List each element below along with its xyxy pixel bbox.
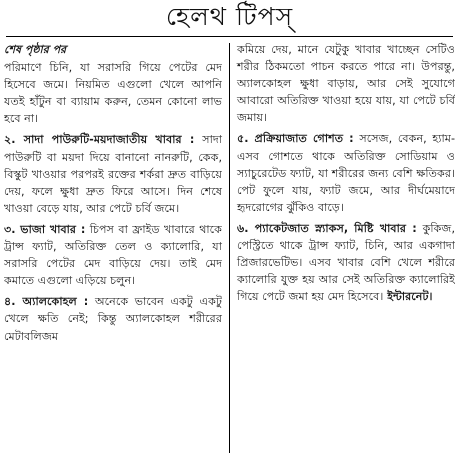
item-6-text: কুকিজ, পেস্ট্রিতে থাকে ট্রান্স ফ্যাট, চিনি, আর একগাদা প্রিজারভেটিভ। এসব খাবার বেশি খেলে শরীরে ক্যালোরি যুক্ত হয় আর সেই অতিরিক্ত ক্যালোরিই গিয়ে পেটে জমা হয় মেদ হিসেবে। — [237, 221, 455, 304]
item-5-paragraph — [237, 130, 455, 215]
item-4-heading: ৪. অ্যালকোহল : — [4, 295, 89, 309]
item-3-text: চিপস বা ফ্রাইড খাবারে থাকে ট্রান্স ফ্যাট, অতিরিক্ত তেল ও ক্যালোরি, যা সরাসরি পেটের মেদ বাড়িয়ে দেয়। তাই মেদ কমাতে এগুলো এড়িয়ে চলুন। — [4, 222, 222, 288]
item-3-heading: ৩. ভাজা খাবার : — [4, 222, 86, 236]
item-5-heading: ৫. প্রক্রিয়াজাত গোশত : — [237, 132, 354, 146]
source-credit: ইন্টারনেট। — [383, 290, 433, 304]
item-6-heading: ৬. প্যাকেটজাত স্ন্যাকস, মিষ্টি খাবার : — [237, 221, 417, 235]
continuation-paragraph: কমিয়ে দেয়, মানে যেটুকু খাবার খাচ্ছেন সেটিও শরীর ঠিকমতো পাচন করতে পারে না। উপরন্তু, অ্যালকোহল ক্ষুধা বাড়ায়, আর সেই সুযোগে আবারো অতিরিক্ত খাওয়া হয়ে যায়, যা পেটে চর্বি জমায়। — [237, 43, 455, 125]
item-2-paragraph — [4, 131, 222, 216]
left-column — [4, 41, 229, 455]
item-4-paragraph — [4, 293, 222, 344]
continued-label: শেষ পৃষ্ঠার পর — [4, 43, 67, 56]
article-columns — [4, 37, 455, 455]
page-title: হেলথ টিপস্ — [165, 1, 294, 31]
header-band — [4, 0, 455, 36]
item-4-text: অনেকে ভাবেন একটু একটু খেলে ক্ষতি নেই; কিন্তু অ্যালকোহল শরীরের মেটাবলিজম — [4, 295, 222, 343]
item-2-heading: ২. সাদা পাউরুটি-ময়দাজাতীয় খাবার : — [4, 133, 195, 147]
item-2-text: সাদা পাউরুটি বা ময়দা দিয়ে বানানো নানরুটি, কেক, বিস্কুট খাওয়ার পরপরই রক্তের শর্করা দ্রুত বাড়িয়ে দেয়, ফলে ক্ষুধা দ্রুত ফিরে আসে। দিন শেষে খাওয়া বেড়ে যায়, আর পেটে চর্বি জমে। — [4, 133, 222, 215]
item-3-paragraph — [4, 221, 222, 289]
item-5-text: সসেজ, বেকন, হ্যাম-এসব গোশতে থাকে অতিরিক্ত সোডিয়াম ও স্যাচুরেটেড ফ্যাট, যা শরীরের জন্য বেশি ক্ষতিকর। পেট ফুলে যায়, ফ্যাট জমে, আর দীর্ঘমেয়াদে হৃদরোগের ঝুঁকিও বাড়ে। — [237, 132, 455, 214]
right-column — [230, 41, 455, 455]
intro-paragraph: পরিমাণে চিনি, যা সরাসরি গিয়ে পেটের মেদ হিসেবে জমে। নিয়মিত এগুলো খেলে আপনি যতই হাঁটুন বা ব্যায়াম করুন, তেমন কোনো লাভ হবে না। — [4, 61, 222, 126]
item-6-paragraph — [237, 220, 455, 305]
